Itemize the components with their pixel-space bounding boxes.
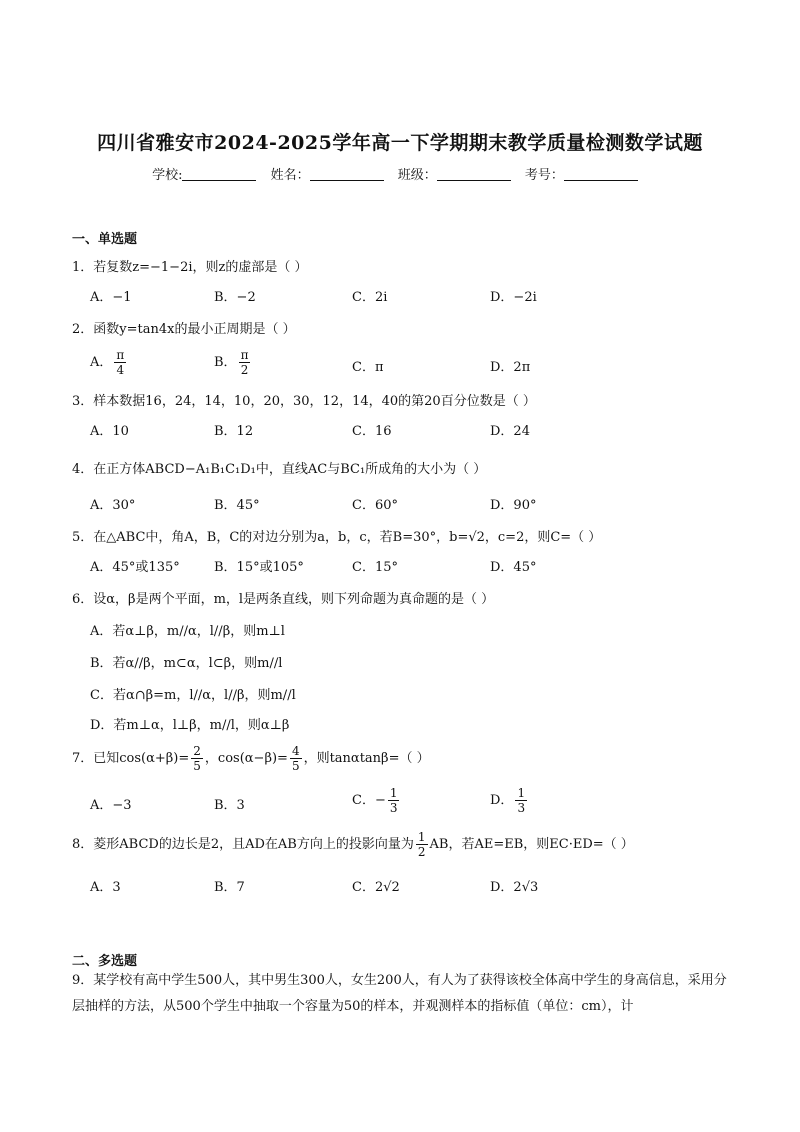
option-b[interactable]: B．7 bbox=[214, 880, 245, 895]
option-d-label: D． bbox=[490, 793, 514, 808]
question-8-options bbox=[90, 876, 730, 900]
option-c-label: C．− bbox=[352, 793, 386, 808]
option-c-fraction bbox=[388, 786, 400, 815]
question-4-options bbox=[90, 494, 730, 518]
class-blank[interactable] bbox=[437, 180, 511, 181]
option-b[interactable]: B．3 bbox=[214, 798, 245, 813]
fraction-denominator: 5 bbox=[291, 759, 300, 773]
option-b[interactable]: B．若α//β，m⊂α，l⊂β，则m//l bbox=[90, 656, 283, 671]
fraction-numerator: 1 bbox=[417, 830, 426, 844]
option-c[interactable]: C．16 bbox=[352, 424, 392, 439]
question-4-stem: 4．在正方体ABCD−A₁B₁C₁D₁中，直线AC与BC₁所成角的大小为（ ） bbox=[72, 462, 487, 477]
stem-part: ，cos(α−β)= bbox=[204, 751, 288, 766]
fraction bbox=[290, 744, 302, 773]
question-1-options bbox=[90, 286, 730, 310]
fraction-denominator: 2 bbox=[417, 845, 426, 859]
question-7-options bbox=[90, 786, 730, 820]
option-c[interactable]: C．60° bbox=[352, 498, 398, 513]
option-c[interactable]: C．15° bbox=[352, 560, 398, 575]
fraction-numerator: π bbox=[240, 348, 249, 362]
option-b-label: B． bbox=[214, 355, 237, 370]
option-c[interactable]: C．2√2 bbox=[352, 880, 400, 895]
stem-part: 7．已知cos(α+β)= bbox=[72, 751, 190, 766]
name-label: 姓名： bbox=[270, 168, 310, 183]
stem-part: AB，若AE=EB，则EC·ED=（ ） bbox=[429, 837, 634, 852]
question-9-stem: 9．某学校有高中学生500人，其中男生300人，女生200人，有人为了获得该校全体高中学生的身高信息，采用分层抽样的方法，从500个学生中抽取一个容量为50的样本，并观测样本的指标值（单位：cm），计 bbox=[72, 973, 727, 1014]
fraction-numerator: 2 bbox=[193, 744, 201, 758]
option-d[interactable]: D．90° bbox=[490, 498, 537, 513]
option-a[interactable] bbox=[90, 348, 128, 377]
fraction-numerator: 1 bbox=[389, 786, 398, 800]
option-a[interactable]: A．30° bbox=[90, 498, 136, 513]
option-d[interactable]: D．2π bbox=[490, 360, 531, 375]
option-a[interactable]: A．3 bbox=[90, 880, 121, 895]
section-heading-single: 一、单选题 bbox=[72, 232, 138, 247]
option-b[interactable]: B．45° bbox=[214, 498, 260, 513]
option-d[interactable]: D．45° bbox=[490, 560, 537, 575]
option-a[interactable]: A．45°或135° bbox=[90, 560, 180, 575]
option-b[interactable]: B．12 bbox=[214, 424, 254, 439]
option-b[interactable]: B．15°或105° bbox=[214, 560, 304, 575]
question-1-stem: 1．若复数z=−1−2i，则z的虚部是（ ） bbox=[72, 260, 308, 275]
fraction-denominator: 4 bbox=[116, 363, 125, 377]
option-b-fraction bbox=[239, 348, 251, 377]
fraction-denominator: 3 bbox=[517, 801, 526, 815]
fraction bbox=[416, 830, 428, 859]
class-label: 班级： bbox=[397, 168, 437, 183]
fraction-denominator: 5 bbox=[193, 759, 201, 773]
number-label: 考号： bbox=[524, 168, 564, 183]
option-c[interactable]: C．2i bbox=[352, 290, 388, 305]
option-a[interactable]: A．−3 bbox=[90, 798, 132, 813]
name-blank[interactable] bbox=[310, 180, 384, 181]
option-a-fraction bbox=[114, 348, 126, 377]
option-d[interactable]: D．24 bbox=[490, 424, 530, 439]
fraction-numerator: 4 bbox=[291, 744, 300, 758]
school-label: 学校: bbox=[152, 168, 183, 183]
fraction-numerator: 1 bbox=[517, 786, 526, 800]
fraction-numerator: π bbox=[116, 348, 125, 362]
section-heading-multi: 二、多选题 bbox=[72, 954, 138, 969]
school-blank[interactable] bbox=[182, 180, 256, 181]
option-d[interactable]: D．若m⊥α，l⊥β，m//l，则α⊥β bbox=[90, 718, 290, 733]
option-c[interactable]: C．π bbox=[352, 360, 384, 375]
option-c[interactable] bbox=[352, 786, 401, 815]
question-6-stem: 6．设α，β是两个平面，m，l是两条直线，则下列命题为真命题的是（ ） bbox=[72, 592, 495, 607]
question-3-options bbox=[90, 420, 730, 444]
option-a[interactable]: A．10 bbox=[90, 424, 129, 439]
option-d[interactable]: D．2√3 bbox=[490, 880, 539, 895]
question-5-stem: 5．在△ABC中，角A，B，C的对边分别为a，b，c，若B=30°，b=√2，c=2，则C=（ ） bbox=[72, 530, 602, 545]
question-8-stem bbox=[72, 830, 634, 859]
option-a-label: A． bbox=[90, 355, 113, 370]
option-a[interactable]: A．若α⊥β，m//α，l//β，则m⊥l bbox=[90, 624, 285, 639]
stem-part: ，则tanαtanβ=（ ） bbox=[303, 751, 430, 766]
option-a[interactable]: A．−1 bbox=[90, 290, 132, 305]
option-b[interactable] bbox=[214, 348, 252, 377]
question-5-options bbox=[90, 556, 730, 580]
option-c[interactable]: C．若α∩β=m，l//α，l//β，则m//l bbox=[90, 688, 296, 703]
stem-part: 8．菱形ABCD的边长是2，且AD在AB方向上的投影向量为 bbox=[72, 837, 414, 852]
fraction bbox=[191, 744, 203, 773]
option-d-fraction bbox=[515, 786, 527, 815]
question-3-stem: 3．样本数据16，24，14，10，20，30，12，14，40的第20百分位数是（ ） bbox=[72, 394, 536, 409]
student-info-line bbox=[0, 164, 800, 183]
fraction-denominator: 2 bbox=[240, 363, 249, 377]
page-title: 四川省雅安市2024-2025学年高一下学期期末教学质量检测数学试题 bbox=[97, 132, 703, 154]
option-d[interactable]: D．−2i bbox=[490, 290, 537, 305]
option-d[interactable] bbox=[490, 786, 529, 815]
number-blank[interactable] bbox=[564, 180, 638, 181]
option-b[interactable]: B．−2 bbox=[214, 290, 256, 305]
fraction-denominator: 3 bbox=[389, 801, 398, 815]
question-2-options bbox=[90, 348, 730, 382]
question-2-stem: 2．函数y=tan4x的最小正周期是（ ） bbox=[72, 322, 296, 337]
question-7-stem bbox=[72, 744, 430, 773]
